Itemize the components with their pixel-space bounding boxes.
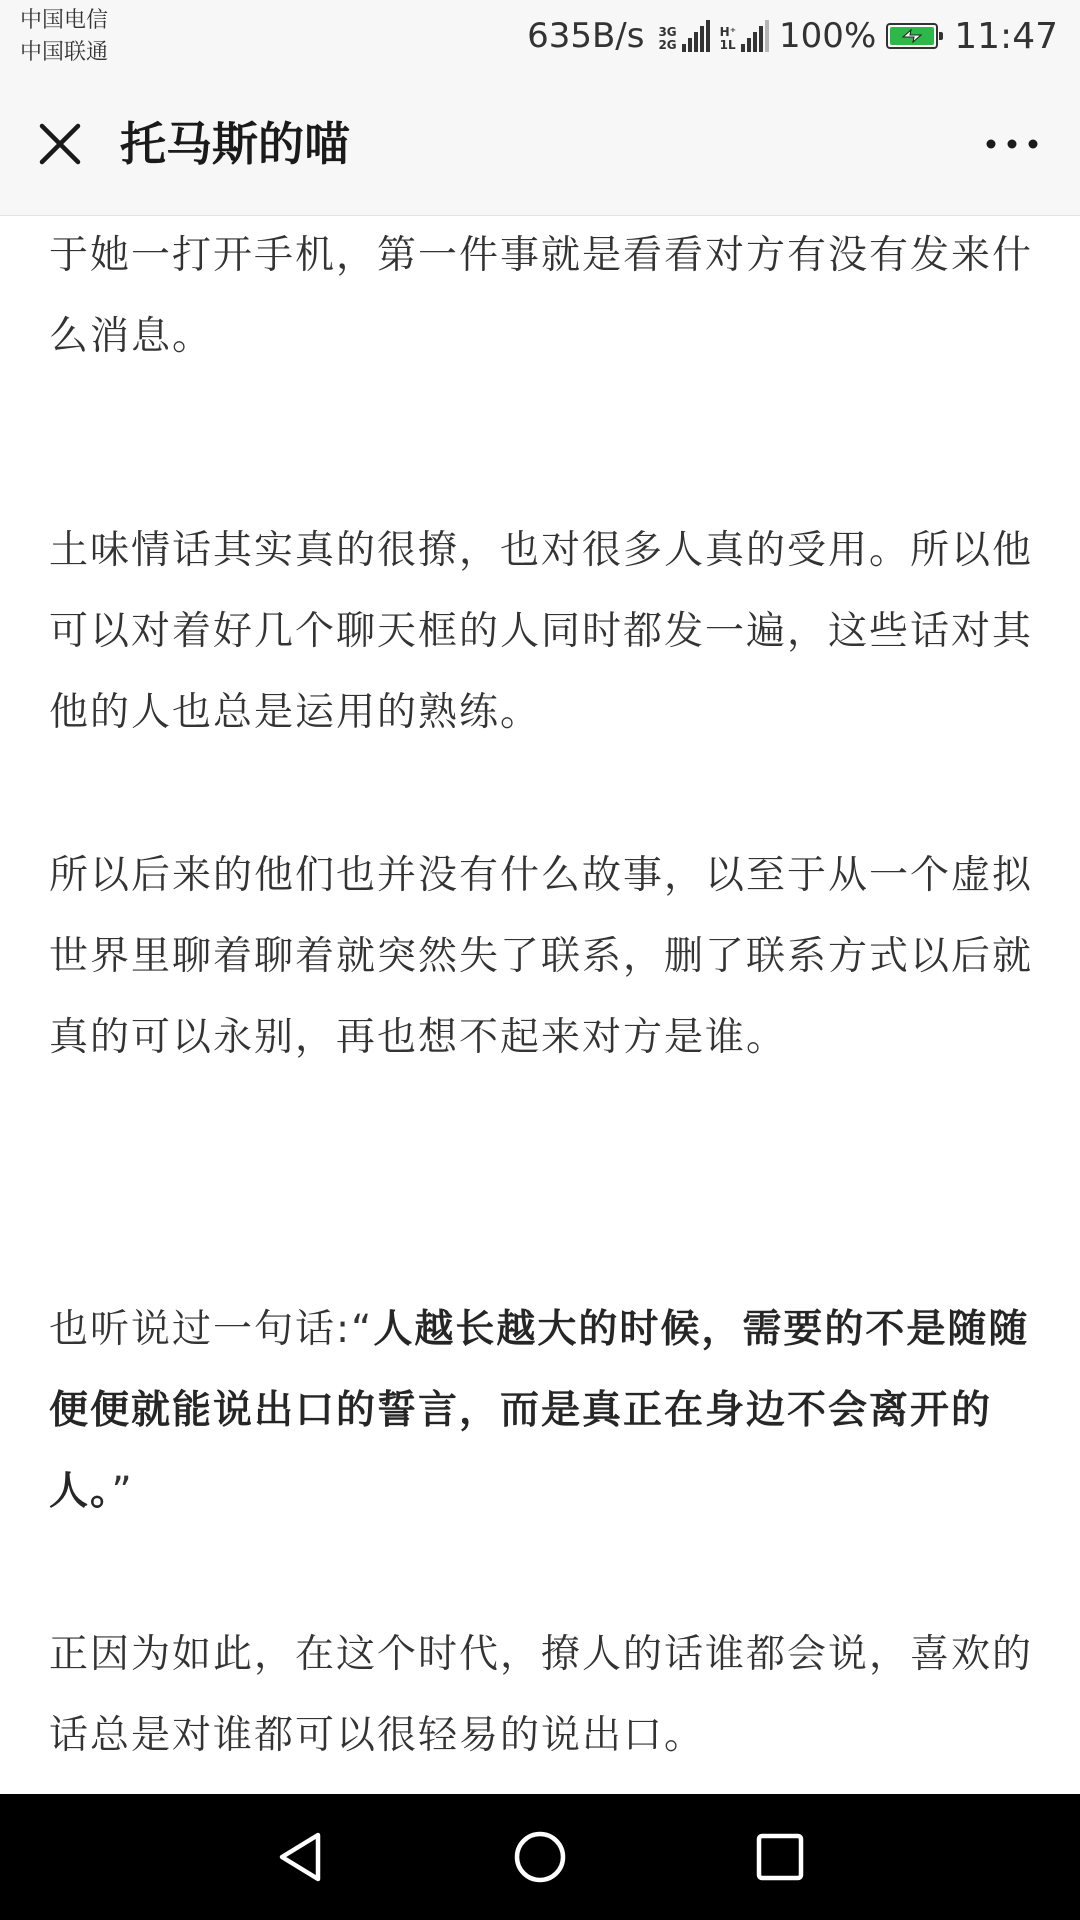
article-paragraph: 土味情话其实真的很撩，也对很多人真的受用。所以他可以对着好几个聊天框的人同时都发一遍，这些话对其他的人也总是运用的熟练。 — [49, 528, 1034, 735]
battery-percent: 100% — [779, 16, 877, 56]
sim1-signal-icon — [658, 20, 709, 52]
sim2-network-tag: H⁺ — [719, 25, 737, 39]
more-button[interactable] — [968, 108, 1056, 180]
back-triangle-icon — [275, 1830, 325, 1884]
article-paragraph: 正因为如此，在这个时代，撩人的话谁都会说，喜欢的话总是对谁都可以很轻易的说出口。 — [49, 1632, 1034, 1758]
title-bar — [0, 74, 1080, 216]
quote-close: ” — [111, 1469, 134, 1514]
close-icon — [36, 120, 84, 168]
navigation-bar — [0, 1794, 1080, 1920]
home-circle-icon — [513, 1830, 567, 1884]
sim1-network-type — [658, 26, 676, 52]
nav-recents-button[interactable] — [738, 1817, 822, 1897]
battery-icon — [886, 23, 938, 49]
sim2-network-tag: 1L — [719, 38, 736, 52]
sim2-signal-icon — [720, 20, 769, 52]
more-icon — [984, 137, 1040, 151]
page-title: 托马斯的喵 — [120, 117, 350, 171]
status-indicators — [527, 12, 1058, 60]
sim2-network-type — [720, 26, 736, 52]
nav-back-button[interactable] — [258, 1817, 342, 1897]
quote-intro: 也听说过一句话:“ — [49, 1307, 374, 1352]
status-bar — [0, 0, 1080, 74]
article-paragraph: 所以后来的他们也并没有什么故事，以至于从一个虚拟世界里聊着聊着就突然失了联系，删了联系方式以后就真的可以永别，再也想不起来对方是谁。 — [49, 853, 1034, 1060]
carrier-1-label: 中国电信 — [20, 8, 109, 33]
article-body[interactable] — [0, 216, 1080, 1794]
clock: 11:47 — [954, 15, 1058, 57]
article-paragraph-quote — [49, 1289, 1033, 1532]
network-speed: 635B/s — [527, 16, 645, 56]
charging-bolt-icon — [888, 25, 936, 47]
nav-home-button[interactable] — [498, 1817, 582, 1897]
quote-text: 人越长越大的时候，需要的不是随随便便就能说出口的誓言，而是真正在身边不会离开的人。 — [49, 1307, 1030, 1514]
sim1-network-tag: 2G — [658, 38, 677, 52]
sim1-network-tag: 3G — [658, 25, 677, 39]
carrier-2-label: 中国联通 — [20, 40, 109, 65]
article-paragraph: 于她一打开手机，第一件事就是看看对方有没有发来什么消息。 — [49, 233, 1034, 359]
close-button[interactable] — [24, 108, 96, 180]
recents-square-icon — [755, 1832, 805, 1882]
